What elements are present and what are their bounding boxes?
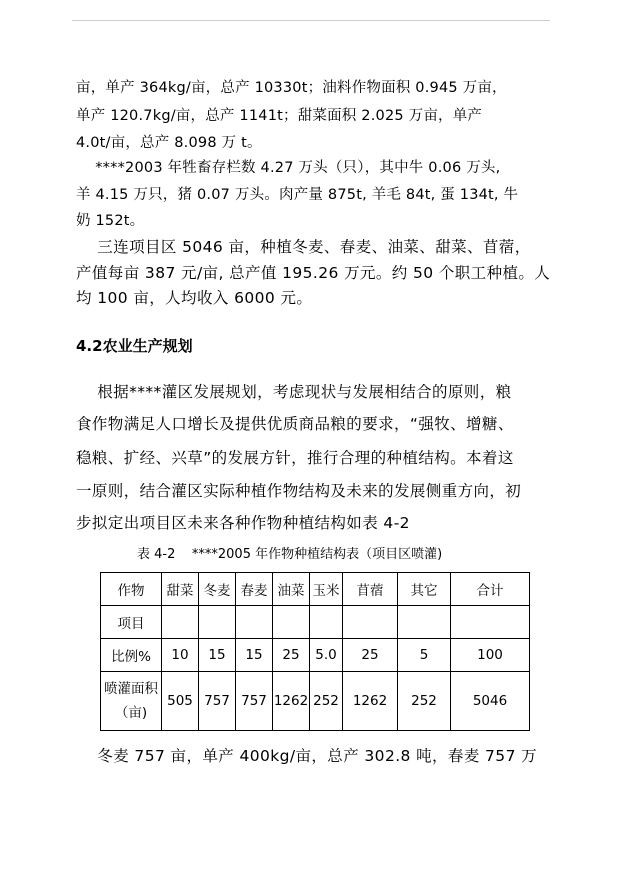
para2-line-2: 羊 4.15 万只，猪 0.07 万头。肉产量 875t, 羊毛 84t, 蛋 134t, 牛 bbox=[76, 187, 519, 203]
para3-line-3: 均 100 亩，人均收入 6000 元。 bbox=[76, 289, 313, 307]
empty-cell bbox=[236, 606, 273, 639]
crop-cell: 油菜 bbox=[273, 573, 310, 606]
empty-cell bbox=[398, 606, 451, 639]
empty-cell bbox=[162, 606, 199, 639]
area-cell: 252 bbox=[310, 672, 343, 731]
table-caption: 表 4-2 ****2005 年作物种植结构表（项目区喷灌) bbox=[137, 547, 443, 562]
area-cell: 1262 bbox=[343, 672, 398, 731]
ratio-cell: 15 bbox=[199, 639, 236, 672]
area-cell: 252 bbox=[398, 672, 451, 731]
row-label-area-line2: （亩) bbox=[114, 705, 148, 721]
crop-cell: 冬麦 bbox=[199, 573, 236, 606]
para4-line-4: 一原则，结合灌区实际种植作物结构及未来的发展侧重方向，初 bbox=[76, 482, 522, 500]
table-row bbox=[101, 606, 530, 639]
para1-line-3: 4.0t/亩，总产 8.098 万 t。 bbox=[76, 135, 262, 151]
ratio-cell: 10 bbox=[162, 639, 199, 672]
row-label-item: 项目 bbox=[101, 606, 162, 639]
para4-line-5: 步拟定出项目区未来各种作物种植结构如表 4-2 bbox=[76, 514, 410, 532]
empty-cell bbox=[451, 606, 530, 639]
crop-cell: 其它 bbox=[398, 573, 451, 606]
empty-cell bbox=[343, 606, 398, 639]
ratio-cell: 25 bbox=[273, 639, 310, 672]
empty-cell bbox=[199, 606, 236, 639]
table-row bbox=[101, 639, 530, 672]
para3-line-2: 产值每亩 387 元/亩, 总产值 195.26 万元。约 50 个职工种植。人 bbox=[76, 264, 551, 282]
para1-line-1: 亩，单产 364kg/亩，总产 10330t；油料作物面积 0.945 万亩， bbox=[76, 80, 507, 96]
table-row bbox=[101, 672, 530, 731]
crop-cell: 甜菜 bbox=[162, 573, 199, 606]
row-label-area bbox=[101, 672, 162, 731]
ratio-cell: 5.0 bbox=[310, 639, 343, 672]
header-rule bbox=[72, 20, 550, 21]
para4-line-1: 根据****灌区发展规划，考虑现状与发展相结合的原则，粮 bbox=[76, 383, 512, 401]
section-heading: 4.2农业生产规划 bbox=[76, 337, 193, 355]
para2-line-1: ****2003 年牲畜存栏数 4.27 万头（只），其中牛 0.06 万头, bbox=[76, 160, 501, 176]
row-label-area-line1: 喷灌面积 bbox=[104, 681, 158, 697]
crop-cell: 玉米 bbox=[310, 573, 343, 606]
table-header-row bbox=[101, 573, 530, 606]
para4-line-3: 稳粮、扩经、兴草”的发展方针，推行合理的种植结构。本着这 bbox=[76, 449, 514, 467]
ratio-cell: 5 bbox=[398, 639, 451, 672]
crop-cell: 春麦 bbox=[236, 573, 273, 606]
area-cell: 5046 bbox=[451, 672, 530, 731]
crop-structure-table bbox=[100, 572, 530, 731]
empty-cell bbox=[273, 606, 310, 639]
crop-cell: 苜蓿 bbox=[343, 573, 398, 606]
para5-line-1: 冬麦 757 亩，单产 400kg/亩，总产 302.8 吨，春麦 757 万 bbox=[76, 747, 538, 765]
para2-line-3: 奶 152t。 bbox=[76, 213, 145, 229]
crop-cell: 合计 bbox=[451, 573, 530, 606]
area-cell: 505 bbox=[162, 672, 199, 731]
para4-line-2: 食作物满足人口增长及提供优质商品粮的要求，“强牧、增糖、 bbox=[76, 415, 514, 433]
row-label-ratio: 比例% bbox=[101, 639, 162, 672]
para1-line-2: 单产 120.7kg/亩，总产 1141t；甜菜面积 2.025 万亩，单产 bbox=[76, 108, 483, 124]
area-cell: 757 bbox=[236, 672, 273, 731]
para3-line-1: 三连项目区 5046 亩，种植冬麦、春麦、油菜、甜菜、苜蓿， bbox=[76, 238, 531, 256]
area-cell: 1262 bbox=[273, 672, 310, 731]
ratio-cell: 15 bbox=[236, 639, 273, 672]
ratio-cell: 25 bbox=[343, 639, 398, 672]
ratio-cell: 100 bbox=[451, 639, 530, 672]
empty-cell bbox=[310, 606, 343, 639]
area-cell: 757 bbox=[199, 672, 236, 731]
header-cell-crop: 作物 bbox=[101, 573, 162, 606]
